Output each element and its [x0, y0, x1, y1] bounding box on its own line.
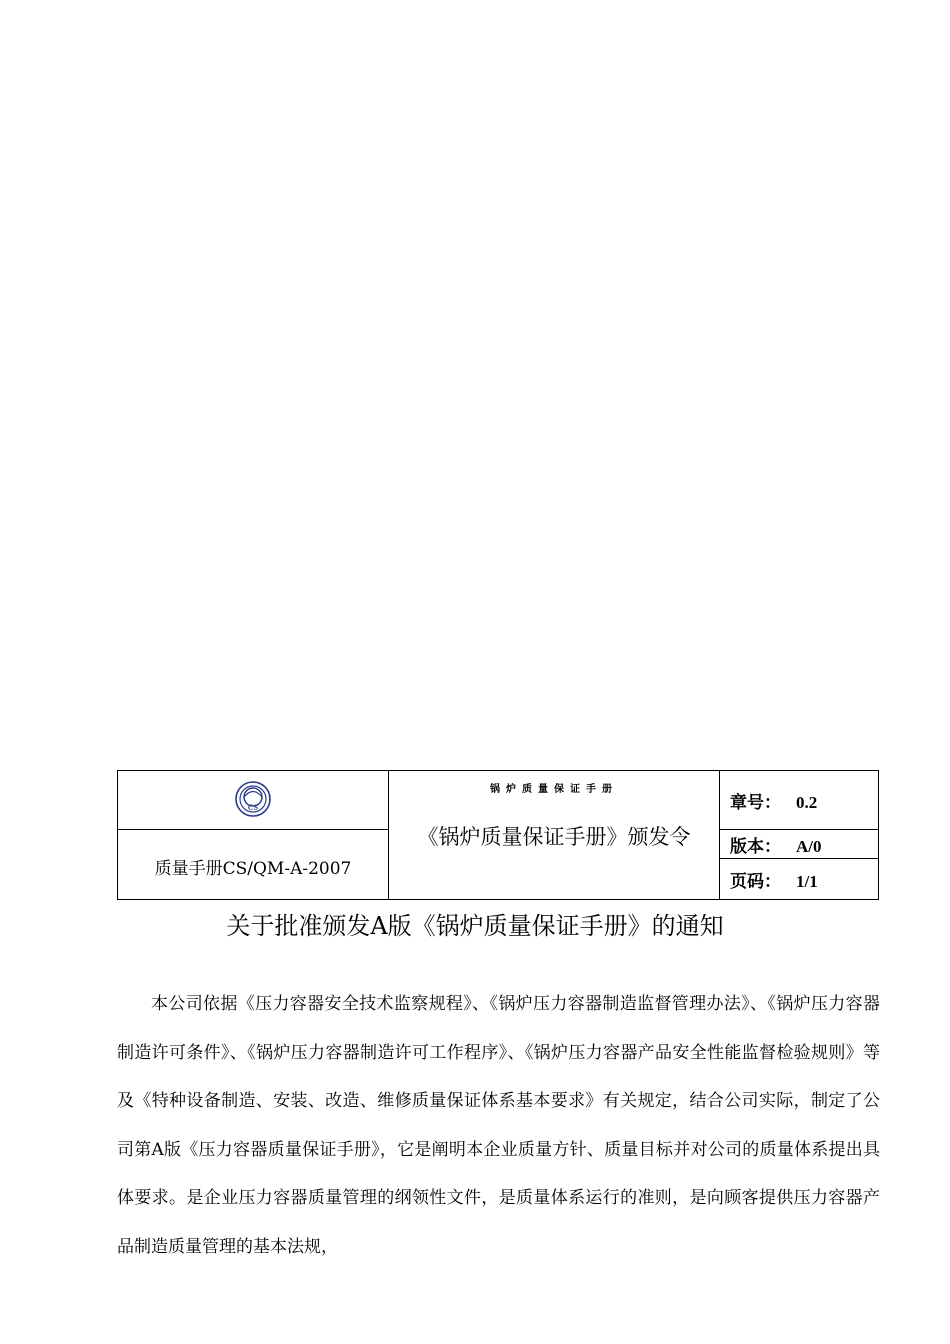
company-logo: [234, 780, 272, 818]
page-cell: [720, 859, 879, 900]
manual-code-cell: [118, 830, 389, 900]
version-value: A/0: [796, 836, 822, 856]
document-header-table: [117, 770, 879, 900]
version-label: 版本：: [730, 836, 781, 857]
manual-name-small: 锅炉质量保证手册: [490, 784, 618, 795]
page-label: 页码：: [730, 871, 781, 892]
header-title-cell: [389, 771, 720, 900]
page-value: 1/1: [796, 871, 818, 891]
chapter-cell: [720, 771, 879, 830]
version-cell: [720, 830, 879, 859]
logo-cell: [118, 771, 389, 830]
manual-code: 质量手册CS/QM-A-2007: [154, 859, 352, 879]
svg-text:CS: CS: [247, 803, 259, 812]
notice-title: 关于批准颁发A版《锅炉质量保证手册》的通知: [226, 912, 724, 940]
chapter-label: 章号：: [730, 792, 781, 813]
notice-body-paragraph: 本公司依据《压力容器安全技术监察规程》、《锅炉压力容器制造监督管理办法》、《锅炉压力容器制造许可条件》、《锅炉压力容器制造许可工作程序》、《锅炉压力容器产品安全性能监督检验规则》等及《特种设备制造、安装、改造、维修质量保证体系基本要求》有关规定，结合公司实际，制定了公司第A版《压力容器质量保证手册》，它是阐明本企业质量方针、质量目标并对公司的质量体系提出具体要求。是企业压力容器质量管理的纲领性文件，是质量体系运行的准则，是向顾客提供压力容器产品制造质量管理的基本法规，: [117, 994, 880, 1257]
issuance-order-title: 《锅炉质量保证手册》颁发令: [417, 825, 691, 849]
chapter-value: 0.2: [796, 792, 818, 812]
